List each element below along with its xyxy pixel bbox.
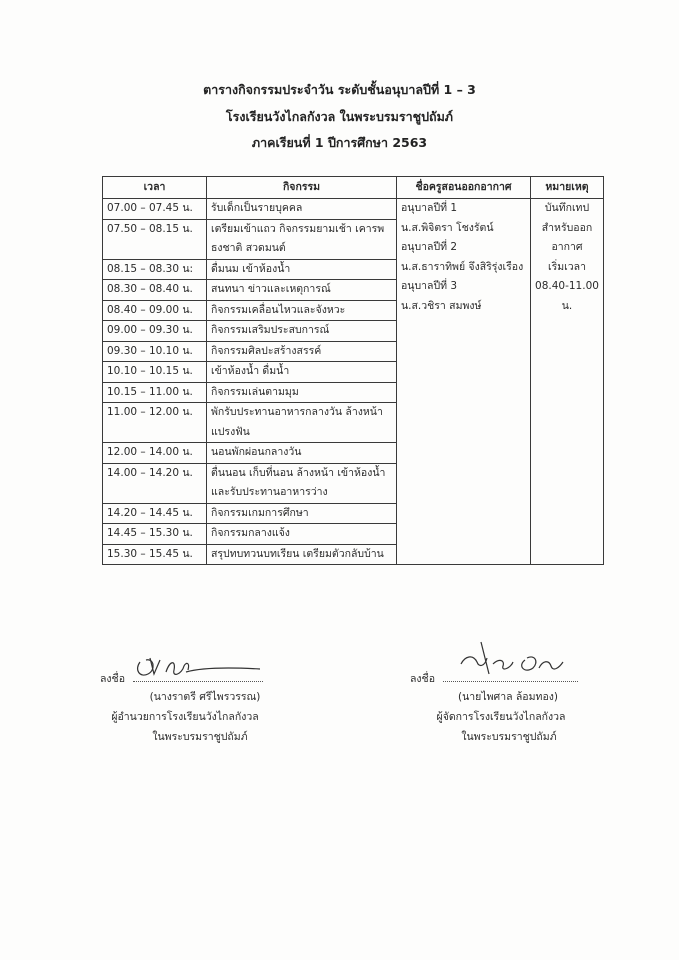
document-title: ตารางกิจกรรมประจำวัน ระดับชั้นอนุบาลปีที่ 1 – 3 — [203, 82, 476, 97]
activity-cell: กิจกรรมศิลปะสร้างสรรค์ — [207, 341, 397, 362]
signature-label-left: ลงชื่อ — [100, 673, 125, 685]
activity-cell: นอนพักผ่อนกลางวัน — [207, 443, 397, 464]
table-header-row — [103, 177, 604, 199]
time-cell: 11.00 – 12.00 น. — [103, 403, 207, 443]
time-cell: 14.00 – 14.20 น. — [103, 463, 207, 503]
time-cell: 10.10 – 10.15 น. — [103, 362, 207, 383]
note-line: บันทึกเทป — [544, 202, 590, 214]
time-cell: 14.20 – 14.45 น. — [103, 503, 207, 524]
activity-cell: กิจกรรมเกมการศึกษา — [207, 503, 397, 524]
time-cell: 09.30 – 10.10 น. — [103, 341, 207, 362]
handwritten-signature-right — [455, 638, 570, 682]
time-cell: 14.45 – 15.30 น. — [103, 524, 207, 545]
activity-cell: กิจกรรมเล่นตามมุม — [207, 382, 397, 403]
teacher-name-2: น.ส.ธาราทิพย์ จึงสิริรุ่งเรือง — [401, 260, 524, 273]
teacher-grade-2: อนุบาลปีที่ 2 — [401, 241, 458, 253]
teacher-grade-3: อนุบาลปีที่ 3 — [401, 280, 458, 292]
activity-cell: เข้าห้องน้ำ ดื่มน้ำ — [207, 362, 397, 383]
signer-title-left: ผู้อำนวยการโรงเรียนวังไกลกังวล — [111, 711, 259, 723]
signer-title-right-2: ในพระบรมราชูปถัมภ์ — [461, 731, 557, 743]
activity-cell: ตื่นนอน เก็บที่นอน ล้างหน้า เข้าห้องน้ำและรับประทานอาหารว่าง — [207, 463, 397, 503]
header-teacher: ชื่อครูสอนออกอากาศ — [397, 177, 531, 199]
handwritten-signature-left — [130, 648, 265, 684]
teacher-name-1: น.ส.พิจิตรา โชงรัตน์ — [401, 221, 494, 234]
teacher-cell — [397, 199, 531, 565]
activity-cell: สนทนา ข่าวและเหตุการณ์ — [207, 280, 397, 301]
time-cell: 15.30 – 15.45 น. — [103, 544, 207, 565]
note-line: สำหรับออกอากาศ — [541, 221, 593, 253]
teacher-grade-1: อนุบาลปีที่ 1 — [401, 202, 458, 214]
time-cell: 07.00 – 07.45 น. — [103, 199, 207, 220]
header-notes: หมายเหตุ — [531, 177, 604, 199]
time-cell: 08.30 – 08.40 น. — [103, 280, 207, 301]
signer-name-left: (นางราตรี ศรีไพรวรรณ) — [149, 691, 261, 703]
time-cell: 10.15 – 11.00 น. — [103, 382, 207, 403]
time-cell: 09.00 – 09.30 น. — [103, 321, 207, 342]
note-line: เริ่มเวลา — [548, 260, 586, 273]
school-name: โรงเรียนวังไกลกังวล ในพระบรมราชูปถัมภ์ — [225, 109, 454, 124]
time-cell: 07.50 – 08.15 น. — [103, 219, 207, 259]
signer-name-right: (นายไพศาล ล้อมทอง) — [458, 691, 558, 703]
teacher-name-3: น.ส.วชิรา สมพงษ์ — [401, 299, 482, 312]
table-row — [103, 199, 604, 220]
header-activity: กิจกรรม — [207, 177, 397, 199]
time-cell: 12.00 – 14.00 น. — [103, 443, 207, 464]
activity-cell: ดื่มนม เข้าห้องน้ำ — [207, 259, 397, 280]
activity-cell: รับเด็กเป็นรายบุคคล — [207, 199, 397, 220]
header-time: เวลา — [103, 177, 207, 199]
activity-cell: กิจกรรมกลางแจ้ง — [207, 524, 397, 545]
activity-cell: กิจกรรมเสริมประสบการณ์ — [207, 321, 397, 342]
signer-title-right: ผู้จัดการโรงเรียนวังไกลกังวล — [436, 711, 566, 723]
activity-cell: เตรียมเข้าแถว กิจกรรมยามเช้า เคารพธงชาติ สวดมนต์ — [207, 219, 397, 259]
time-cell: 08.40 – 09.00 น. — [103, 300, 207, 321]
semester-line: ภาคเรียนที่ 1 ปีการศึกษา 2563 — [251, 135, 428, 150]
notes-cell — [531, 199, 604, 565]
time-cell: 08.15 – 08.30 น: — [103, 259, 207, 280]
activity-cell: สรุปทบทวนบทเรียน เตรียมตัวกลับบ้าน — [207, 544, 397, 565]
signer-title-left-2: ในพระบรมราชูปถัมภ์ — [152, 731, 248, 743]
note-line: 08.40-11.00 น. — [535, 280, 599, 312]
activity-cell: พักรับประทานอาหารกลางวัน ล้างหน้าแปรงฟัน — [207, 403, 397, 443]
activity-cell: กิจกรรมเคลื่อนไหวและจังหวะ — [207, 300, 397, 321]
signature-label-right: ลงชื่อ — [410, 673, 435, 685]
activity-schedule-table — [102, 176, 604, 565]
